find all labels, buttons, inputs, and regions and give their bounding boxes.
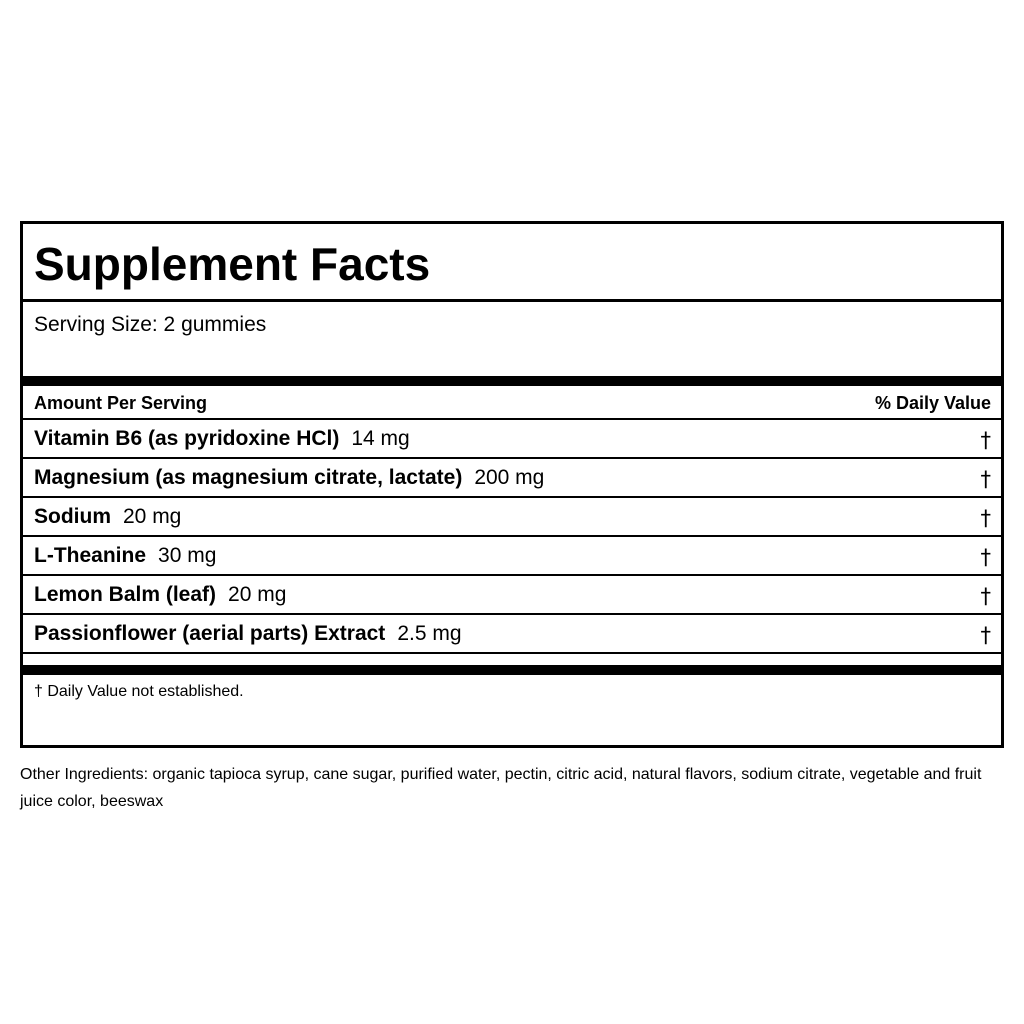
nutrient-name: Passionflower (aerial parts) Extract bbox=[34, 622, 386, 645]
nutrient-name: Lemon Balm (leaf) bbox=[34, 583, 217, 606]
nutrient-amount: 30 mg bbox=[158, 544, 217, 567]
nutrient-daily-value: † bbox=[980, 584, 991, 608]
nutrient-amount: 20 mg bbox=[228, 583, 287, 606]
other-ingredients: Other Ingredients: organic tapioca syrup, cane sugar, purified water, pectin, citric acid, natural flavors, sodium citrate, vegetable and fruit juice color, beeswax bbox=[20, 766, 982, 810]
nutrient-name: Magnesium (as magnesium citrate, lactate) bbox=[34, 466, 463, 489]
nutrient-name: L-Theanine bbox=[34, 544, 147, 567]
daily-value-header: % Daily Value bbox=[874, 393, 991, 413]
nutrient-list bbox=[23, 420, 1001, 654]
daily-value-footnote: † Daily Value not established. bbox=[34, 683, 244, 700]
nutrient-row bbox=[23, 420, 1001, 459]
amount-per-serving-header: Amount Per Serving bbox=[34, 393, 208, 413]
footnote-section bbox=[23, 675, 1001, 745]
thick-divider-bottom bbox=[23, 665, 1001, 675]
nutrient-daily-value: † bbox=[980, 428, 991, 452]
nutrient-name: Sodium bbox=[34, 505, 111, 528]
nutrient-daily-value: † bbox=[980, 506, 991, 530]
thick-divider-top bbox=[23, 376, 1001, 386]
serving-section bbox=[23, 302, 1001, 376]
nutrient-row bbox=[23, 537, 1001, 576]
nutrient-name: Vitamin B6 (as pyridoxine HCl) bbox=[34, 427, 340, 450]
nutrient-daily-value: † bbox=[980, 545, 991, 569]
nutrient-daily-value: † bbox=[980, 623, 991, 647]
nutrient-row bbox=[23, 615, 1001, 654]
serving-size: Serving Size: 2 gummies bbox=[34, 313, 267, 336]
nutrient-row bbox=[23, 576, 1001, 615]
panel-title: Supplement Facts bbox=[34, 238, 431, 290]
nutrient-row bbox=[23, 498, 1001, 537]
column-header-row bbox=[23, 386, 1001, 420]
nutrient-amount: 14 mg bbox=[351, 427, 410, 450]
nutrient-amount: 20 mg bbox=[123, 505, 182, 528]
title-section bbox=[23, 224, 1001, 302]
nutrient-row bbox=[23, 459, 1001, 498]
nutrient-amount: 200 mg bbox=[474, 466, 545, 489]
supplement-facts-panel bbox=[20, 221, 1004, 748]
nutrient-daily-value: † bbox=[980, 467, 991, 491]
nutrient-amount: 2.5 mg bbox=[397, 622, 462, 645]
